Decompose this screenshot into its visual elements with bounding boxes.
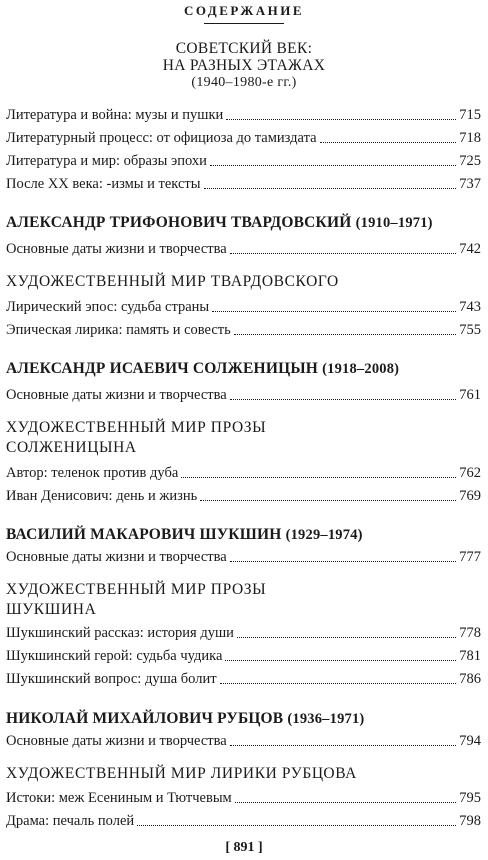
author-years: (1910–1971) — [355, 215, 433, 231]
author-heading-rubtsov — [6, 710, 482, 728]
toc-entry[interactable] — [6, 150, 481, 172]
running-head: СОДЕРЖАНИЕ — [183, 3, 305, 18]
section-heading-line: СОЛЖЕНИЦЫНА — [6, 439, 137, 456]
leader-dots — [225, 660, 456, 661]
toc-entry[interactable] — [6, 546, 481, 568]
toc-entry-page: 737 — [459, 176, 481, 192]
toc-entry-title: Истоки: меж Есениным и Тютчевым — [6, 790, 232, 806]
toc-entry-page: 794 — [459, 733, 481, 749]
section-heading — [6, 418, 482, 458]
toc-entry-title: Основные даты жизни и творчества — [6, 549, 227, 565]
author-name: ВАСИЛИЙ МАКАРОВИЧ ШУКШИН — [6, 526, 282, 543]
toc-entry-page: 762 — [459, 465, 481, 481]
section-heading — [6, 272, 482, 292]
leader-dots — [220, 683, 457, 684]
author-heading-solzhenitsyn — [6, 360, 482, 378]
toc-entry-page: 718 — [459, 130, 481, 146]
toc-entry[interactable] — [6, 173, 481, 195]
leader-dots — [212, 311, 456, 312]
toc-entry[interactable] — [6, 730, 481, 752]
toc-entry-title: Драма: печаль полей — [6, 813, 135, 829]
toc-entry-title: Шукшинский рассказ: история души — [6, 625, 234, 641]
toc-entry-title: Основные даты жизни и творчества — [6, 387, 227, 403]
toc-entry-page: 786 — [459, 671, 481, 687]
author-name: АЛЕКСАНДР ИСАЕВИЧ СОЛЖЕНИЦЫН — [6, 360, 319, 377]
toc-entry[interactable] — [6, 787, 481, 809]
toc-entry-page: 742 — [459, 241, 481, 257]
toc-entry[interactable] — [6, 645, 481, 667]
part-title-line-1: СОВЕТСКИЙ ВЕК: — [175, 40, 313, 57]
leader-dots — [237, 637, 456, 638]
toc-entry-page: 761 — [459, 387, 481, 403]
section-heading-line: ХУДОЖЕСТВЕННЫЙ МИР ПРОЗЫ — [6, 419, 267, 436]
leader-dots — [181, 477, 456, 478]
toc-entry-title: После XX века: -измы и тексты — [6, 176, 201, 192]
leader-dots — [320, 142, 457, 143]
section-heading — [6, 764, 482, 784]
author-heading-tvardovsky — [6, 214, 482, 232]
toc-entry-page: 777 — [459, 549, 481, 565]
leader-dots — [230, 399, 457, 400]
leader-dots — [230, 253, 457, 254]
leader-dots — [204, 188, 457, 189]
toc-entry[interactable] — [6, 319, 481, 341]
toc-entry-title: Иван Денисович: день и жизнь — [6, 488, 198, 504]
page-number: [ 891 ] — [225, 840, 263, 855]
section-heading-line: ХУДОЖЕСТВЕННЫЙ МИР ЛИРИКИ РУБЦОВА — [6, 765, 357, 782]
toc-entry-title: Лирический эпос: судьба страны — [6, 299, 210, 315]
running-head-rule — [204, 23, 284, 24]
section-heading-line: ХУДОЖЕСТВЕННЫЙ МИР ТВАРДОВСКОГО — [6, 273, 339, 290]
toc-entry[interactable] — [6, 485, 481, 507]
author-years: (1929–1974) — [285, 527, 363, 543]
toc-entry-page: 781 — [459, 648, 481, 664]
toc-entry-page: 778 — [459, 625, 481, 641]
part-title-years: (1940–1980-е гг.) — [191, 75, 297, 90]
author-years: (1936–1971) — [287, 711, 365, 727]
author-years: (1918–2008) — [322, 361, 400, 377]
toc-entry[interactable] — [6, 127, 481, 149]
toc-entry-title: Эпическая лирика: память и совесть — [6, 322, 231, 338]
leader-dots — [230, 561, 457, 562]
toc-entry-title: Литературный процесс: от официоза до тамиздата — [6, 130, 317, 146]
leader-dots — [137, 825, 456, 826]
part-title — [0, 40, 488, 91]
section-heading — [6, 580, 482, 620]
toc-entry-title: Литература и война: музы и пушки — [6, 107, 224, 123]
toc-entry-page: 769 — [459, 488, 481, 504]
toc-entry-title: Шукшинский вопрос: душа болит — [6, 671, 217, 687]
toc-entry[interactable] — [6, 238, 481, 260]
toc-entry-title: Основные даты жизни и творчества — [6, 241, 227, 257]
toc-entry[interactable] — [6, 384, 481, 406]
toc-entry-page: 798 — [459, 813, 481, 829]
toc-entry-page: 755 — [459, 322, 481, 338]
leader-dots — [230, 745, 457, 746]
leader-dots — [235, 802, 457, 803]
toc-entry[interactable] — [6, 462, 481, 484]
leader-dots — [234, 334, 457, 335]
toc-entry[interactable] — [6, 622, 481, 644]
toc-entry-page: 743 — [459, 299, 481, 315]
toc-entry[interactable] — [6, 810, 481, 832]
toc-entry[interactable] — [6, 668, 481, 690]
toc-entry-title: Основные даты жизни и творчества — [6, 733, 227, 749]
author-heading-shukshin — [6, 526, 482, 544]
leader-dots — [210, 165, 456, 166]
author-name: НИКОЛАЙ МИХАЙЛОВИЧ РУБЦОВ — [6, 710, 284, 727]
section-heading-line: ХУДОЖЕСТВЕННЫЙ МИР ПРОЗЫ — [6, 581, 267, 598]
section-heading-line: ШУКШИНА — [6, 601, 97, 618]
part-title-line-2: НА РАЗНЫХ ЭТАЖАХ — [162, 57, 326, 74]
toc-entry-page: 725 — [459, 153, 481, 169]
leader-dots — [200, 500, 456, 501]
toc-entry-title: Автор: теленок против дуба — [6, 465, 179, 481]
toc-entry-page: 715 — [459, 107, 481, 123]
toc-entry-title: Шукшинский герой: судьба чудика — [6, 648, 223, 664]
leader-dots — [226, 119, 456, 120]
author-name: АЛЕКСАНДР ТРИФОНОВИЧ ТВАРДОВСКИЙ — [6, 214, 352, 231]
toc-entry-title: Литература и мир: образы эпохи — [6, 153, 207, 169]
toc-entry[interactable] — [6, 296, 481, 318]
toc-entry[interactable] — [6, 104, 481, 126]
toc-entry-page: 795 — [459, 790, 481, 806]
